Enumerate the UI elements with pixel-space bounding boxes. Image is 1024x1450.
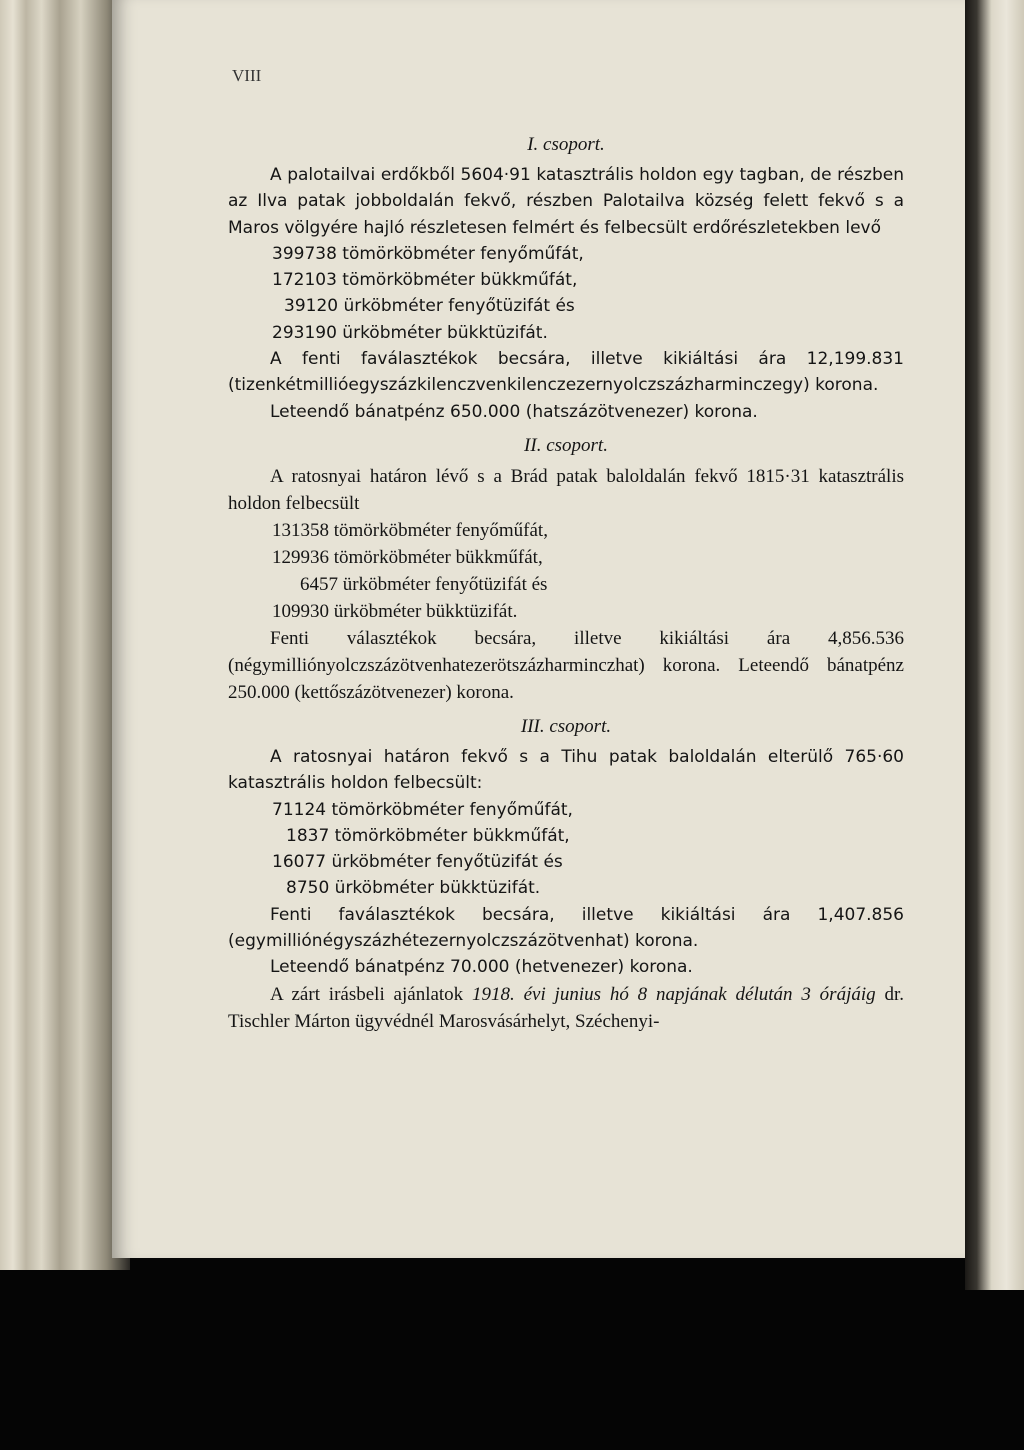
book-binding — [0, 0, 130, 1270]
page-edge — [965, 0, 1024, 1290]
list-item: 6457 ürköbméter fenyőtüzifát és — [300, 573, 548, 595]
list-item: 399738 tömörköbméter fenyőműfát, — [272, 243, 584, 264]
section-heading: I. csoport. — [527, 134, 605, 155]
page-content — [228, 130, 904, 1035]
section-heading: III. csoport. — [520, 715, 612, 737]
list-item: 39120 ürköbméter fenyőtüzifát és — [284, 296, 575, 317]
section-heading: II. csoport. — [524, 434, 608, 456]
price-paragraph: Fenti faválasztékok becsára, illetve kikiáltási ára 1,407.856 (egymilliónégyszázhétezernyolczszázötvenhat) korona. — [228, 904, 904, 952]
closing-text: A zárt irásbeli ajánlatok — [270, 983, 473, 1005]
closing-date: 1918. évi junius hó 8 napjának délután — [472, 983, 793, 1005]
closing-paragraph — [228, 981, 904, 1035]
list-item: 16077 ürköbméter fenyőtüzifát és — [272, 852, 563, 873]
list-item: 1837 tömörköbméter bükkműfát, — [286, 825, 570, 846]
list-item: 129936 tömörköbméter bükkműfát, — [272, 546, 543, 568]
section-intro: A ratosnyai határon fekvő s a Tihu patak baloldalán elterülő 765·60 katasztrális holdon felbecsült: — [228, 746, 904, 794]
deposit-paragraph: Leteendő bánatpénz 70.000 (hetvenezer) korona. — [270, 957, 693, 978]
closing-time: 3 órájáig — [801, 983, 876, 1005]
section-intro: A ratosnyai határon lévő s a Brád patak baloldalán fekvő 1815·31 katasztrális holdon felbecsült — [228, 465, 904, 514]
deposit-paragraph: Leteendő bánatpénz 650.000 (hatszázötvenezer) korona. — [270, 401, 758, 422]
section-intro: A palotailvai erdőkből 5604·91 katasztrális holdon egy tagban, de részben az Ilva patak jobboldalán fekvő, részben Palotailva község felett fekvő s a Maros völgyére hajló részletesen felmért és felbecsült erdőrészletekben levő — [228, 165, 904, 238]
closing-text-end: dr. Tischler Márton ügyvédnél Marosvásárhelyt, Széchenyi- — [228, 983, 904, 1032]
list-item: 8750 ürköbméter bükktüzifát. — [286, 878, 541, 899]
list-item: 109930 ürköbméter bükktüzifát. — [272, 600, 518, 622]
price-deposit-paragraph: Fenti választékok becsára, illetve kikiáltási ára 4,856.536 (négymilliónyolczszázötvenhatezerötszázharminczhat) korona. Leteendő bánatpénz 250.000 (kettőszázötvenezer) korona. — [228, 627, 904, 703]
page-number: VIII — [232, 66, 262, 85]
list-item: 71124 tömörköbméter fenyőműfát, — [272, 799, 573, 820]
price-paragraph: A fenti faválasztékok becsára, illetve kikiáltási ára 12,199.831 (tizenkétmillióegyszázkilenczvenkilenczezernyolczszázharminczegy) korona. — [228, 349, 904, 396]
list-item: 293190 ürköbméter bükktüzifát. — [272, 322, 548, 343]
list-item: 172103 tömörköbméter bükkműfát, — [272, 270, 578, 291]
list-item: 131358 tömörköbméter fenyőműfát, — [272, 519, 548, 541]
